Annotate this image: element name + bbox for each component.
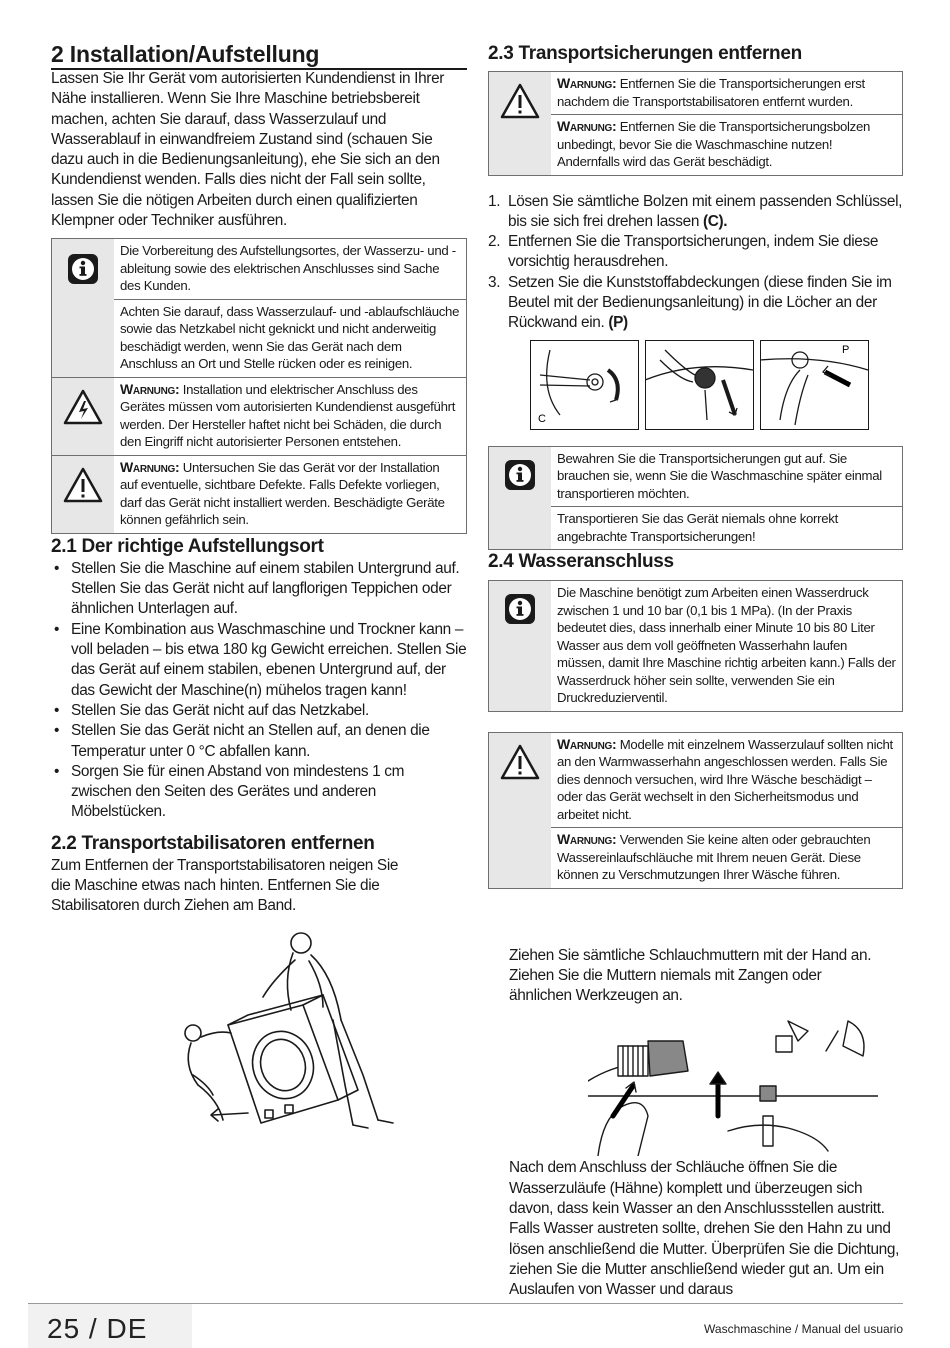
warning-text: Installation und elektrischer Anschluss des Gerätes müssen vom autorisierten Kundendienst ausgeführt werden. Der Hersteller haftet nicht bei Schäden, die durch den Eingriff nicht autorisierter Personen entstehen. bbox=[120, 381, 456, 450]
info-note-text: Die Vorbereitung des Aufstellungsortes, der Wasserzu- und -ableitung sowie des elektrischen Anschlusses sind Sache des Kunden. bbox=[120, 243, 456, 294]
warning-text: Untersuchen Sie das Gerät vor der Installation auf eventuelle, sichtbare Defekte. Falls Defekte vorliegen, darf das Gerät nicht installiert werden. Beschädigte Geräte können gefährlich sein. bbox=[120, 459, 445, 528]
info-icon bbox=[52, 239, 114, 377]
warning-label: Warnung: bbox=[557, 118, 617, 134]
footer-manual-title: Waschmaschine / Manual del usuario bbox=[704, 1322, 903, 1336]
info-note-text: Bewahren Sie die Transportsicherungen gut auf. Sie brauchen sie, wenn Sie die Waschmaschine später einmal transportieren möchten. bbox=[557, 450, 882, 501]
warning-box-bolts bbox=[488, 71, 903, 176]
info-note-box bbox=[51, 238, 467, 378]
list-item: • Stellen Sie die Maschine auf einem stabilen Untergrund auf. Stellen Sie das Gerät nicht auf langflorigen Teppichen oder ähnlichen Unterlagen auf. bbox=[51, 559, 467, 620]
location-bullet-list bbox=[51, 559, 467, 823]
list-item: • Eine Kombination aus Waschmaschine und Trockner kann – voll beladen – bis etwa 180 kg Gewicht erreichen. Stellen Sie das Gerät auf einem stabilen, ebenen Untergrund auf, der das Gewicht der Maschine(n) mühelos tragen kann! bbox=[51, 620, 467, 701]
list-item: • Stellen Sie das Gerät nicht auf das Netzkabel. bbox=[51, 701, 467, 721]
list-item: • Sorgen Sie für einen Abstand von mindestens 1 cm zwischen den Seiten des Gerätes und anderen Möbelstücken. bbox=[51, 762, 467, 823]
warning-label: Warnung: bbox=[120, 458, 180, 475]
footer-divider bbox=[28, 1303, 903, 1304]
section-title: 2 Installation/Aufstellung bbox=[51, 40, 467, 70]
warning-box-water bbox=[488, 732, 903, 889]
warning-text: Entfernen Sie die Transportsicherungsbolzen unbedingt, bevor Sie die Waschmaschine nutzen! Andernfalls wird das Gerät beschädigt. bbox=[557, 119, 871, 169]
heading-location: 2.1 Der richtige Aufstellungsort bbox=[51, 535, 324, 557]
info-note-text: Achten Sie darauf, dass Wasserzulauf- und -ablaufschläuche sowie das Netzkabel nicht geknickt und nicht anderweitig beschädigt werden, wenn Sie das Gerät nach dem Anschluss an Ort und Stelle rücken oder es reinigen. bbox=[114, 299, 466, 377]
figure-loosen-bolt bbox=[530, 340, 639, 430]
warning-label: Warnung: bbox=[557, 831, 617, 848]
tilt-machine-illustration bbox=[173, 925, 433, 1140]
warning-text: Modelle mit einzelnem Wasserzulauf sollten nicht an den Warmwasserhahn angeschlossen werden. Falls Sie dies dennoch versuchen, wird Ihre Wäsche beschädigt – oder das Gerät wechselt in den Sicherheitsmodus und arbeitet nicht. bbox=[557, 736, 893, 822]
info-note-text: Transportieren Sie das Gerät niemals ohne korrekt angebrachte Transportsicherungen! bbox=[551, 506, 902, 549]
left-column bbox=[51, 40, 467, 1140]
heading-water-connection: 2.4 Wasseranschluss bbox=[488, 551, 674, 573]
hose-nuts-paragraph: Ziehen Sie sämtliche Schlauchmuttern mit der Hand an. Ziehen Sie die Muttern niemals mit Zangen oder ähnlichen Werkzeugen an. bbox=[509, 946, 872, 1005]
figure-label-c: C bbox=[538, 412, 546, 425]
warning-triangle-icon bbox=[489, 733, 551, 888]
page-number: 25 / DE bbox=[47, 1313, 148, 1344]
info-keep-box bbox=[488, 446, 903, 551]
heading-stabilizers: 2.2 Transportstabilisatoren entfernen bbox=[51, 832, 375, 854]
warning-label: Warnung: bbox=[120, 380, 180, 397]
heading-transport-bolts: 2.3 Transportsicherungen entfernen bbox=[488, 43, 802, 64]
warning-text: Verwenden Sie keine alten oder gebrauchten Wassereinlaufschläuche mit Ihrem neuen Gerät. Diese können zu Verschmutzungen Ihrer Wäsche führen. bbox=[557, 832, 871, 883]
figure-remove-bolt bbox=[645, 340, 754, 430]
right-column bbox=[488, 40, 903, 1301]
figure-insert-cover bbox=[760, 340, 869, 430]
info-note-text: Die Maschine benötigt zum Arbeiten einen Wasserdruck zwischen 1 und 10 bar (0,1 bis 1 MPa). (In der Praxis bedeutet dies, dass innerhalb einer Minute 10 bis 80 Liter Wasser aus dem voll geöffneten Wasserhahn laufen müssen, damit Ihre Maschine richtig arbeiten kann.) Falls der Wasserdruck höher sein sollte, verwenden Sie ein Druckreduzierventil. bbox=[557, 585, 896, 706]
list-item: 2. Entfernen Sie die Transportsicherungen, indem Sie diese vorsichtig herausdrehen. bbox=[488, 233, 879, 271]
info-icon bbox=[489, 581, 551, 711]
warning-text: Entfernen Sie die Transportsicherungen erst nachdem die Transportstabilisatoren entfernt wurden. bbox=[557, 76, 865, 109]
bolt-removal-figures bbox=[530, 340, 903, 430]
info-pressure-box bbox=[488, 580, 903, 712]
stabilizers-paragraph: Zum Entfernen der Transportstabilisatoren neigen Sie die Maschine etwas nach hinten. Entfernen Sie die Stabilisatoren durch Ziehen am Band. bbox=[51, 856, 399, 915]
warning-triangle-icon bbox=[52, 456, 114, 533]
electric-warning-icon bbox=[52, 378, 114, 455]
list-item: 1. Lösen Sie sämtliche Bolzen mit einem passenden Schlüssel, bis sie sich frei drehen lassen (C). bbox=[488, 192, 903, 230]
warning-triangle-icon bbox=[489, 72, 551, 175]
warning-box-electric bbox=[51, 378, 467, 456]
hose-connection-illustration bbox=[588, 1016, 878, 1156]
intro-paragraph: Lassen Sie Ihr Gerät vom autorisierten Kundendienst in Ihrer Nähe installieren. Wenn Sie Ihre Maschine betriebsbereit machen, achten Sie darauf, dass Wasserzulauf und Wasserablauf in einwandfreiem Zustand sind (schauen Sie dazu auch in die Bedienungsanleitung), ehe Sie sich an den Kundendienst wenden. Falls dies nicht der Fall sein sollte, lassen Sie die nötigen Arbeiten durch einen qualifizierten Klempner oder Techniker ausführen. bbox=[51, 70, 445, 230]
bolt-steps-list bbox=[488, 192, 903, 334]
info-icon bbox=[489, 447, 551, 550]
list-item: • Stellen Sie das Gerät nicht an Stellen auf, an denen die Temperatur unter 0 °C abfallen kann. bbox=[51, 721, 467, 762]
list-item: 3. Setzen Sie die Kunststoffabdeckungen (diese finden Sie im Beutel mit der Bedienungsanleitung) in die Löcher an der Rückwand ein. (P) bbox=[488, 273, 892, 332]
warning-label: Warnung: bbox=[557, 735, 617, 752]
warning-label: Warnung: bbox=[557, 75, 617, 91]
open-taps-paragraph: Nach dem Anschluss der Schläuche öffnen Sie die Wasserzuläufe (Hähne) komplett und überzeugen sich davon, dass kein Wasser an den Anschlussstellen austritt. Falls Wasser austreten sollte, drehen Sie den Hahn zu und lösen anschließend die Mutter. Überprüfen Sie die Dichtung, ziehen Sie die Mutter anschließend wieder gut an. Um ein Auslaufen von Wasser und daraus bbox=[509, 1159, 900, 1299]
figure-label-p: P bbox=[842, 343, 850, 356]
warning-box-defects bbox=[51, 456, 467, 534]
